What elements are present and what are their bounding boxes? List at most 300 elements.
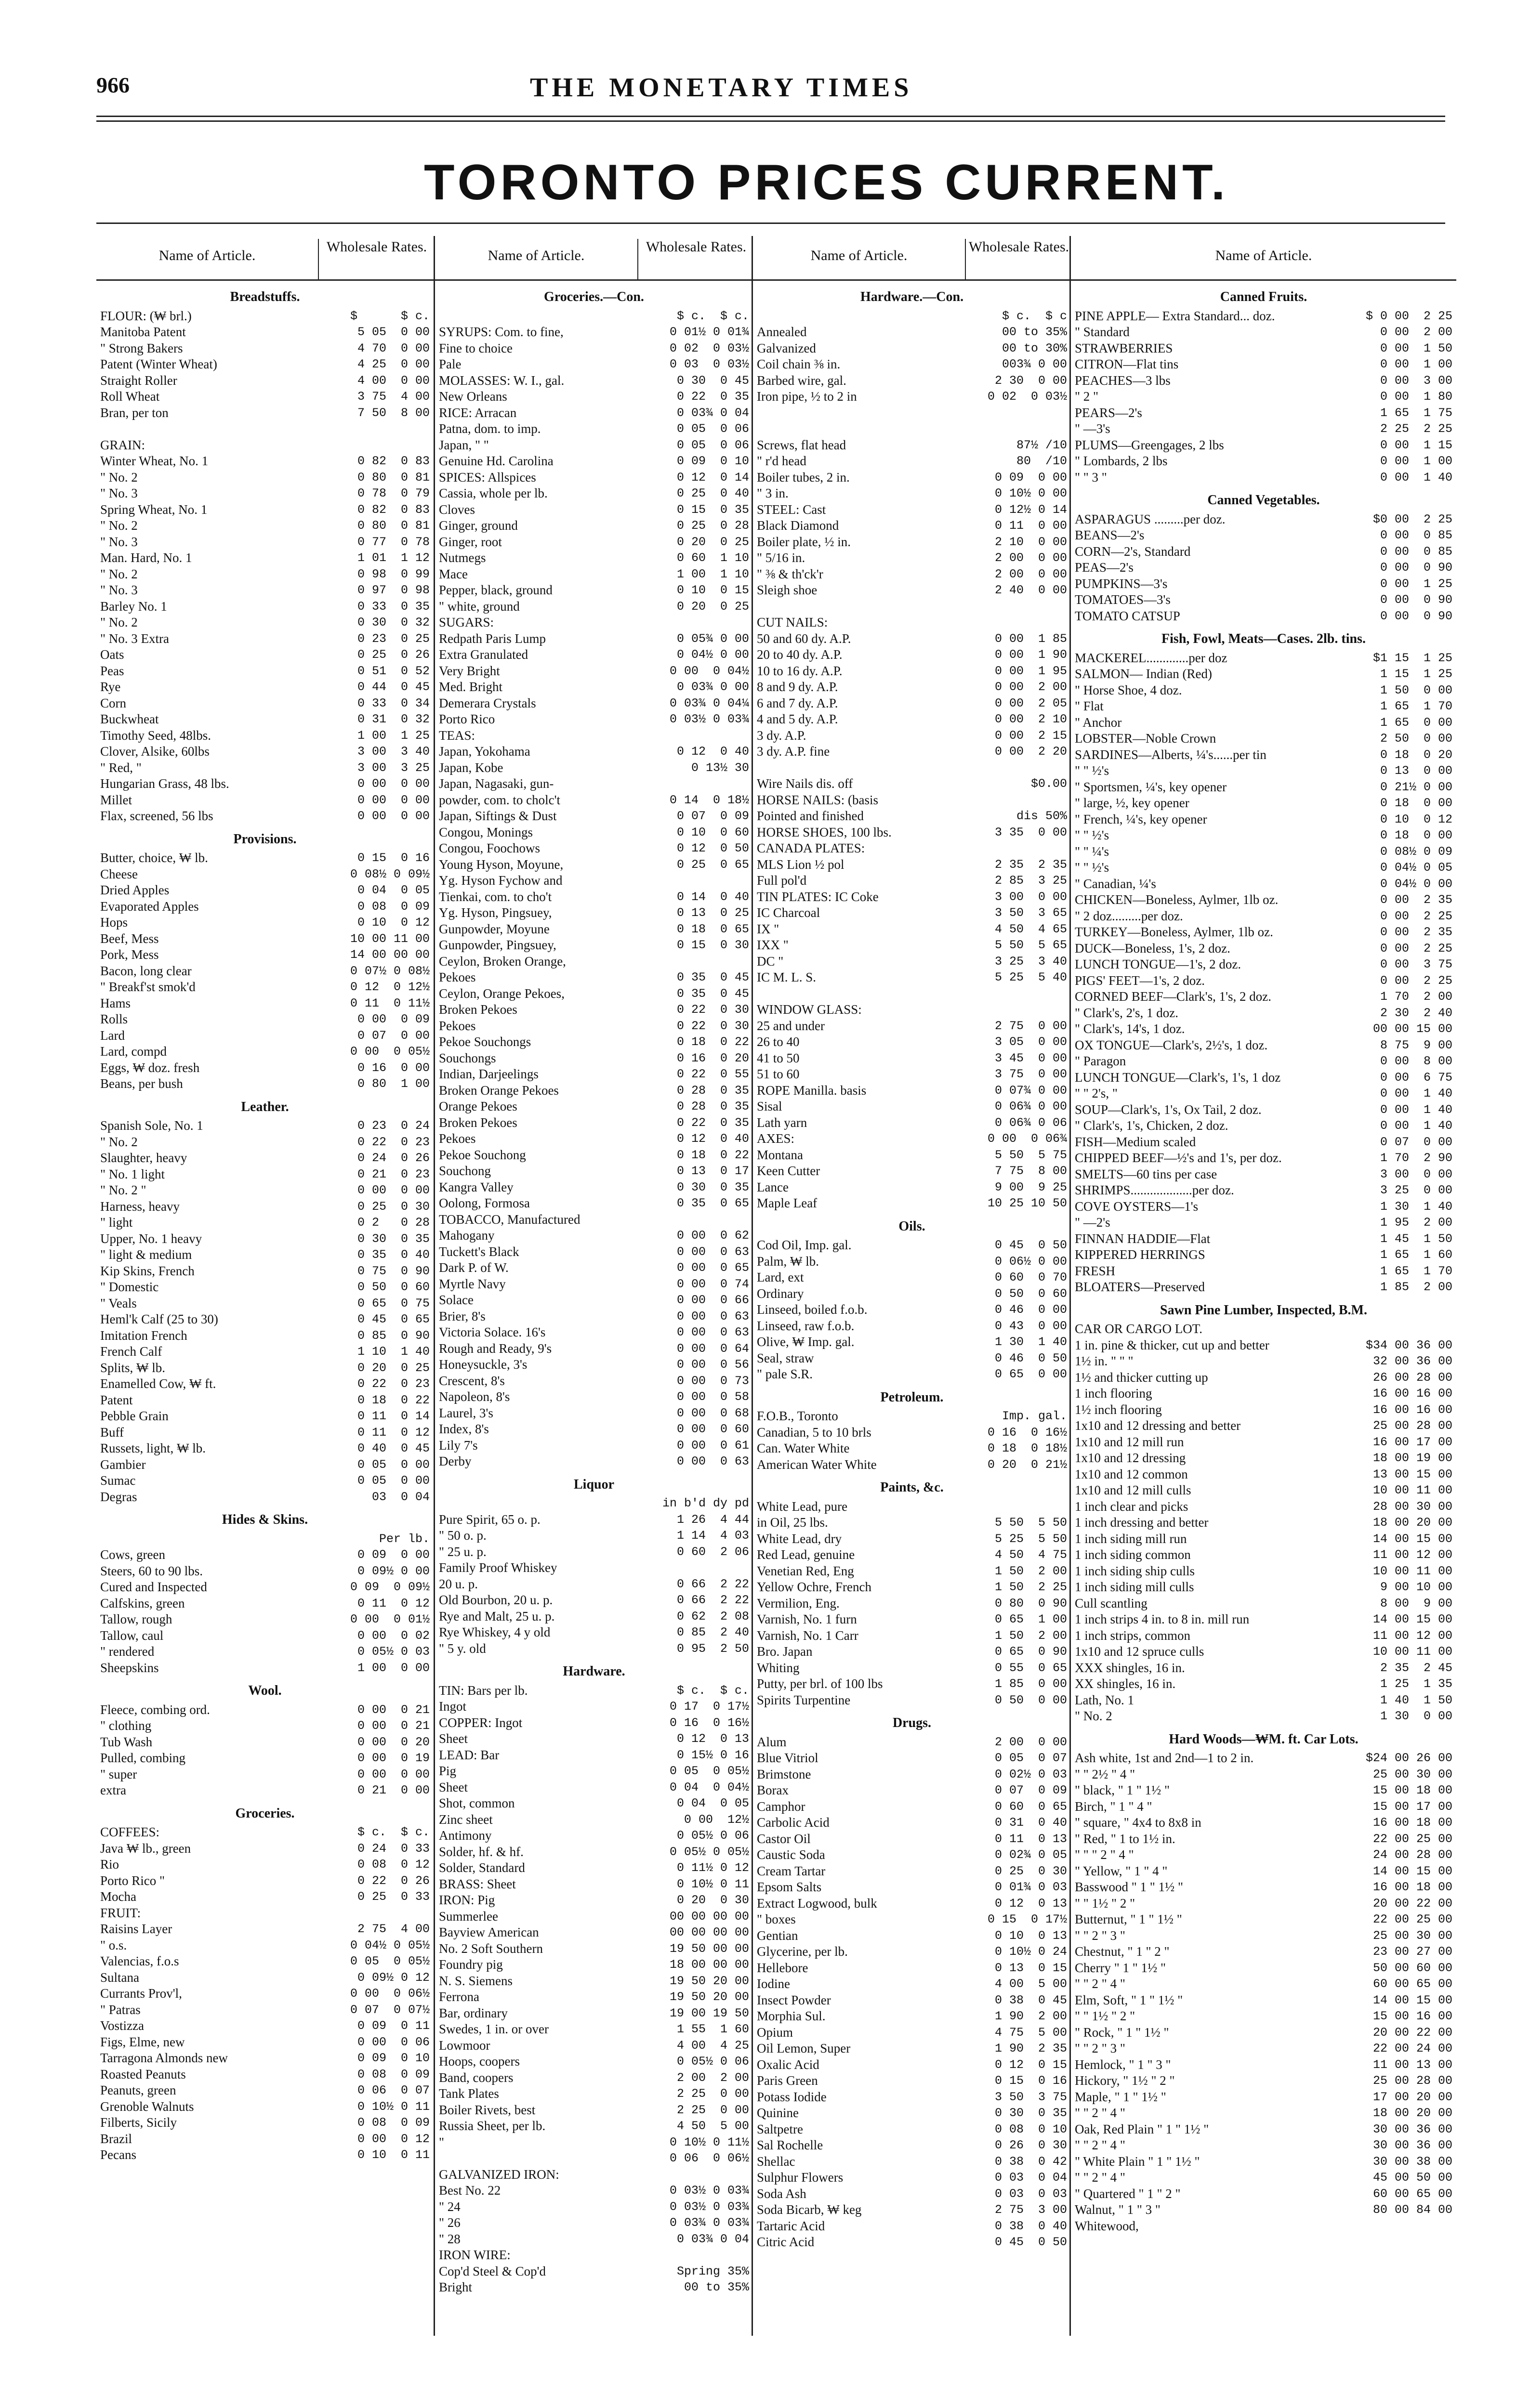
wholesale-rate: 11 00 12 00 [1372,1628,1452,1643]
article-name: Brimstone [757,1767,811,1781]
article-name: " " 3 " [1075,470,1107,484]
wholesale-rate: 0 00 1 40 [1380,470,1452,484]
wholesale-rate: 0 85 0 90 [357,1328,430,1343]
wholesale-rate: 2 30 2 40 [1380,1006,1452,1020]
price-row [757,405,1067,421]
article-name: " No. 1 light [100,1166,165,1181]
article-name: " Clark's, 2's, 1 doz. [1075,1005,1178,1020]
price-row [100,1986,430,2002]
price-row [1075,1750,1452,1767]
article-name: " Clark's, 1's, Chicken, 2 doz. [1075,1118,1228,1133]
wholesale-rate: 0 00 0 01½ [350,1612,430,1626]
wholesale-rate: 0 00 0 00 [357,1183,430,1197]
wholesale-rate: 0 07½ 0 08½ [350,964,430,978]
price-row [439,1989,749,2005]
article-name: Kangra Valley [439,1179,514,1194]
article-name: Lily 7's [439,1438,478,1453]
price-row [439,711,749,728]
article-name: " boxes [757,1912,796,1926]
price-row [439,647,749,663]
price-row [757,1531,1067,1547]
price-row [100,2131,430,2147]
wholesale-rate: 60 00 65 00 [1372,2186,1452,2201]
wholesale-rate: 0 03¾ 0 00 [676,680,749,694]
wholesale-rate: 0 25 0 40 [676,486,749,500]
wholesale-rate: 0 00 1 40 [1380,1102,1452,1117]
article-name: " light [100,1215,133,1230]
section-heading: Groceries.—Con. [544,289,644,304]
price-row [100,995,430,1012]
price-row [100,373,430,389]
price-row [439,518,749,534]
price-row [439,324,749,340]
price-row [757,2218,1067,2235]
article-name: CHICKEN—Boneless, Aylmer, 1lb oz. [1075,892,1279,907]
article-name: Patna, dom. to imp. [439,421,541,436]
wholesale-rate: 0 82 0 83 [357,502,430,517]
wholesale-rate: 0 33 0 34 [357,696,430,710]
wholesale-rate: 0 30 0 32 [357,615,430,629]
article-name: PEAS—2's [1075,560,1134,575]
article-name: Olive, ₩ Imp. gal. [757,1335,855,1349]
wholesale-rate: 0 45 0 50 [994,1238,1067,1252]
price-row [100,679,430,695]
price-row [757,2186,1067,2202]
article-name: Barbed wire, gal. [757,373,846,388]
wholesale-rate: 0 10½ 0 11½ [669,2135,749,2149]
price-row [757,1799,1067,1815]
price-row [439,1528,749,1544]
wholesale-rate: 0 08½ 0 09½ [350,867,430,881]
article-name: LUNCH TONGUE—1's, 2 doz. [1075,957,1241,971]
article-name: Full pol'd [757,873,807,888]
article-name: Mocha [100,1889,136,1904]
price-row [757,485,1067,502]
wholesale-rate: 0 46 0 50 [994,1351,1067,1365]
wholesale-rate: 0 00 1 15 [1380,438,1452,452]
article-name: GALVANIZED IRON: [439,2167,559,2182]
article-name: Quinine [757,2106,799,2120]
wholesale-rate: 14 00 15 00 [1372,1612,1452,1626]
article-name: XX shingles, 16 in. [1075,1676,1176,1691]
article-name: Souchong [439,1164,491,1178]
wholesale-rate: 15 00 16 00 [1372,2009,1452,2023]
wholesale-rate: 0 28 0 35 [676,1083,749,1098]
section-heading: Petroleum. [880,1389,944,1405]
price-row [1075,2105,1452,2121]
article-name: 1 inch siding common [1075,1547,1191,1562]
price-row [757,792,1067,809]
price-row [100,1263,430,1280]
wholesale-rate: 0 06¾ 0 06 [994,1115,1067,1130]
price-row [757,1660,1067,1676]
wholesale-rate: 16 00 18 00 [1372,1816,1452,1830]
price-row [757,340,1067,357]
price-row [100,550,430,566]
wholesale-rate: 0 08 0 09 [357,2116,430,2130]
wholesale-rate: 0 15 0 17½ [987,1912,1067,1926]
article-name: Solder, hf. & hf. [439,1844,524,1859]
wholesale-rate: 0 05 0 07 [994,1751,1067,1765]
article-name: Canadian, 5 to 10 brls [757,1425,871,1440]
price-row [1075,1611,1452,1628]
price-row [100,1734,430,1751]
price-row [439,599,749,615]
article-name: Ginger, ground [439,518,518,533]
wholesale-rate: $24 00 26 00 [1365,1751,1452,1765]
wholesale-rate: 0 22 0 30 [676,1003,749,1017]
price-row [100,1531,430,1547]
price-row [1075,1005,1452,1021]
wholesale-rate: 0 12½ 0 14 [994,502,1067,517]
article-name: Tub Wash [100,1734,153,1749]
article-name: Keen Cutter [757,1164,820,1178]
wholesale-rate: 0 00 2 20 [994,745,1067,759]
wholesale-rate: $0.00 [1030,777,1067,791]
article-name: Old Bourbon, 20 u. p. [439,1593,553,1607]
wholesale-rate: 3 00 0 00 [994,890,1067,904]
wholesale-rate: 0 00 0 62 [676,1229,749,1243]
price-row [1075,1499,1452,1515]
article-name: Pure Spirit, 65 o. p. [439,1512,541,1527]
wholesale-rate: 2 35 2 45 [1380,1661,1452,1675]
wholesale-rate: 23 00 27 00 [1372,1945,1452,1959]
price-column-4 [1069,236,1456,2336]
article-name: Beans, per bush [100,1076,183,1091]
price-row [1075,1863,1452,1880]
article-name: 1 inch siding mill culls [1075,1580,1194,1594]
price-row [439,1357,749,1373]
article-name: Pekoe Souchongs [439,1034,531,1049]
wholesale-rate: 0 09 0 10 [676,454,749,468]
wholesale-rate: 19 50 20 00 [669,1974,749,1988]
wholesale-rate: 3 75 0 00 [994,1067,1067,1081]
wholesale-rate: 0 09½ 0 12 [357,1970,430,1985]
article-name: Very Bright [439,663,500,678]
wholesale-rate: 0 77 0 78 [357,535,430,549]
wholesale-rate: 0 03¾ 0 04 [676,2232,749,2246]
wholesale-rate: 5 05 0 00 [357,325,430,339]
article-name: Lard [100,1028,125,1043]
wholesale-rate: 80 00 84 00 [1372,2203,1452,2217]
price-row [439,2021,749,2038]
price-row [439,1195,749,1212]
article-name: HORSE SHOES, 100 lbs. [757,824,892,839]
wholesale-rate: 1 65 1 60 [1380,1248,1452,1262]
wholesale-rate: 3 35 0 00 [994,825,1067,839]
article-name: Band, coopers [439,2070,514,2085]
wholesale-rate: 18 00 00 00 [669,1958,749,1972]
wholesale-rate: 0 03¾ 0 03¾ [669,2216,749,2230]
price-row [100,1841,430,1857]
wholesale-rate: 0 30 0 35 [676,1180,749,1194]
wholesale-rate: 0 15 0 16 [357,851,430,865]
price-row [100,808,430,824]
price-row [757,518,1067,534]
price-row [439,679,749,695]
price-row [100,1857,430,1873]
article-name: White Lead, pure [757,1499,848,1514]
price-row [100,1953,430,1970]
price-row [100,308,430,325]
article-name: Sisal [757,1099,782,1113]
wholesale-rate: 0 16 0 20 [676,1051,749,1065]
price-row [1075,2218,1452,2235]
article-name: Japan, Nagasaki, gun- [439,776,554,791]
wholesale-rate: 0 00 3 00 [1380,373,1452,388]
wholesale-rate: 0 44 0 45 [357,680,430,694]
price-row [757,2073,1067,2089]
article-name: Caustic Soda [757,1847,825,1862]
article-name: Blue Vitriol [757,1751,818,1765]
article-name: IRON: Pig [439,1893,495,1907]
wholesale-rate: 0 07¾ 0 00 [994,1083,1067,1098]
article-name: KIPPERED HERRINGS [1075,1247,1205,1262]
article-name: LUNCH TONGUE—Clark's, 1's, 1 doz [1075,1070,1281,1085]
column-header [96,236,434,281]
article-name: Pekoes [439,970,476,984]
article-name: IC M. L. S. [757,970,817,984]
price-row [100,534,430,550]
price-row [757,1911,1067,1928]
article-name: Can. Water White [757,1441,850,1455]
price-row [1075,731,1452,747]
article-name: Glycerine, per lb. [757,1944,848,1959]
price-row [439,1389,749,1405]
price-row [1075,1767,1452,1783]
price-row [100,776,430,792]
wholesale-rate: 2 25 2 25 [1380,422,1452,436]
price-row [439,1592,749,1609]
article-name: Clover, Alsike, 60lbs [100,744,210,759]
article-name: Spirits Turpentine [757,1692,851,1707]
price-row [439,389,749,405]
price-row [757,2202,1067,2218]
article-name: MACKEREL.............per doz [1075,650,1227,665]
wholesale-rate: 0 13 0 00 [1380,764,1452,778]
price-row [100,1579,430,1596]
price-row [757,1596,1067,1612]
wholesale-rate: 1 90 2 00 [994,2009,1067,2023]
article-name: Myrtle Navy [439,1276,506,1291]
wholesale-rate: 28 00 30 00 [1372,1499,1452,1514]
wholesale-rate: 1 00 1 25 [357,728,430,743]
price-row [100,2099,430,2115]
article-name: Pekoe Souchong [439,1147,526,1162]
article-name: TURKEY—Boneless, Aylmer, 1lb oz. [1075,925,1273,939]
price-row [439,1115,749,1131]
article-name: Ordinary [757,1286,804,1301]
price-row [439,2183,749,2199]
price-row [439,1179,749,1196]
price-row [100,1199,430,1215]
price-row [1075,763,1452,779]
article-name: Insect Powder [757,1992,831,2007]
article-name: CAR OR CARGO LOT. [1075,1322,1203,1336]
article-name: Bar, ordinary [439,2005,508,2020]
article-name: Linseed, boiled f.o.b. [757,1302,868,1317]
article-name: Pig [439,1764,457,1778]
price-row [100,1150,430,1166]
price-row [100,615,430,631]
article-name: Tallow, caul [100,1628,164,1643]
article-name: Crescent, 8's [439,1373,505,1388]
article-name: Pekoes [439,1131,476,1146]
article-name: Mahogany [439,1228,495,1243]
article-name: Tienkai, com. to cho't [439,889,552,904]
price-row [1075,811,1452,828]
price-row [439,2150,749,2167]
wholesale-rate: 0 65 0 00 [994,1367,1067,1381]
article-name: TOMATO CATSUP [1075,608,1180,623]
price-row [100,1011,430,1028]
article-name [757,760,1067,776]
article-name: Dried Apples [100,883,170,897]
wholesale-rate: $ 0 00 2 25 [1365,309,1452,323]
wholesale-rate: $ c. $ c. [676,309,749,323]
column-body [1075,282,1452,2234]
wholesale-rate: 0 00 3 75 [1380,957,1452,971]
price-row [439,615,749,631]
price-row [1075,1353,1452,1370]
article-name: Harness, heavy [100,1199,180,1214]
wholesale-rate: 19 00 19 50 [669,2006,749,2020]
price-row [757,534,1067,550]
wholesale-rate: 0 2 0 28 [357,1216,430,1230]
price-row [1075,1231,1452,1247]
wholesale-rate: 2 25 0 00 [676,2103,749,2117]
article-name: 1x10 and 12 dressing [1075,1451,1186,1465]
article-name: " French, ¼'s, key opener [1075,811,1207,826]
article-name: " Rock, " 1 " 1½ " [1075,2025,1169,2040]
price-row [1075,876,1452,892]
wholesale-rate: 0 22 0 23 [357,1135,430,1149]
wholesale-rate: 0 75 0 90 [357,1264,430,1278]
section-heading: Paints, &c. [880,1480,944,1495]
article-name: CHIPPED BEEF—½'s and 1's, per doz. [1075,1151,1282,1165]
wholesale-rate: 0 00 0 63 [676,1325,749,1339]
wholesale-rate: 0 50 0 60 [357,1280,430,1294]
wholesale-rate: 0 00 0 64 [676,1341,749,1356]
wholesale-rate: 2 35 2 35 [994,857,1067,872]
price-row [1075,1182,1452,1199]
article-name: " o.s. [100,1937,127,1952]
price-row [439,421,749,437]
wholesale-rate: 2 40 0 00 [994,583,1067,597]
price-row [439,1260,749,1276]
article-name: STEEL: Cast [757,502,826,517]
article-name: Cows, green [100,1547,165,1562]
price-row [1075,747,1452,763]
article-name: " Flat [1075,699,1104,713]
wholesale-rate: 0 09 0 09½ [350,1580,430,1594]
price-row [757,1002,1067,1018]
price-row [757,2041,1067,2057]
article-name: Porto Rico " [100,1873,165,1888]
wholesale-rate: 0 00 0 00 [357,777,430,791]
price-row [1075,1037,1452,1054]
wholesale-rate: 0 22 0 55 [676,1067,749,1081]
article-name: IXX " [757,938,789,952]
article-name: Yg. Hyson, Pingsuey, [439,905,552,920]
price-row [757,437,1067,454]
article-name: " ⅜ & th'ck'r [757,566,823,581]
wholesale-rate: 0 04½ 0 00 [676,648,749,662]
wholesale-rate: 0 24 0 33 [357,1841,430,1856]
price-row [1075,2202,1452,2218]
wholesale-rate: Spring 35% [676,2264,749,2278]
price-row [757,776,1067,792]
article-name: Victoria Solace. 16's [439,1325,546,1339]
article-name: FINNAN HADDIE—Flat [1075,1231,1211,1246]
article-name: Yg. Hyson Fychow and [439,873,563,888]
article-name [439,2150,670,2167]
price-row [100,1166,430,1183]
article-name: 1x10 and 12 mill culls [1075,1483,1191,1497]
wholesale-rate: 1 01 1 12 [357,551,430,565]
price-row [439,340,749,357]
article-name: Yellow Ochre, French [757,1580,871,1594]
price-row [1075,1021,1452,1037]
price-row [1075,453,1452,470]
price-row [1075,308,1452,325]
article-name: Russets, light, ₩ lb. [100,1441,206,1455]
wholesale-rate: 0 02 0 03½ [987,390,1067,404]
price-row [100,2147,430,2163]
wholesale-rate: 0 00 0 63 [676,1244,749,1259]
wholesale-rate: 0 13½ 30 [691,760,749,775]
section-heading: Liquor [573,1477,615,1492]
article-name: Hops [100,915,128,929]
price-row [100,2002,430,2018]
column-body [757,282,1067,2251]
price-row [100,470,430,486]
wholesale-rate: 0 09 0 10 [357,2051,430,2065]
price-row [1075,1199,1452,1215]
article-name: 1 in. pine & thicker, cut up and better [1075,1337,1269,1352]
wholesale-rate: 0 18 0 22 [676,1148,749,1162]
price-row [439,776,749,792]
price-row [100,1563,430,1580]
article-name: 20 to 40 dy. A.P. [757,647,843,662]
article-name [757,405,1067,421]
article-name: Roasted Peanuts [100,2067,186,2081]
article-name: Rough and Ready, 9's [439,1341,552,1356]
price-row [757,356,1067,373]
wholesale-rate: 5 50 5 50 [994,1516,1067,1530]
wholesale-rate: 0 08½ 0 09 [1380,844,1452,859]
wholesale-rate: 0 60 1 10 [676,551,749,565]
wholesale-rate: 16 00 16 00 [1372,1387,1452,1400]
article-name: Cassia, whole per lb. [439,486,548,500]
wholesale-rate: 0 04 0 04½ [669,1780,749,1794]
article-name: Brier, 8's [439,1309,486,1323]
price-row [439,582,749,599]
wholesale-rate: 0 10 0 12 [357,916,430,929]
article-name: " 5/16 in. [757,550,805,565]
price-row [439,744,749,760]
wholesale-rate: 0 60 2 06 [676,1544,749,1559]
price-row [757,1179,1067,1196]
price-row [439,1373,749,1389]
wholesale-rate: 0 98 0 99 [357,567,430,581]
article-name: Genuine Hd. Carolina [439,454,554,468]
price-row [1075,2073,1452,2089]
price-row [439,2070,749,2086]
article-name: " —3's [1075,421,1110,436]
wholesale-rate: 0 65 1 00 [994,1612,1067,1626]
price-row [439,502,749,518]
